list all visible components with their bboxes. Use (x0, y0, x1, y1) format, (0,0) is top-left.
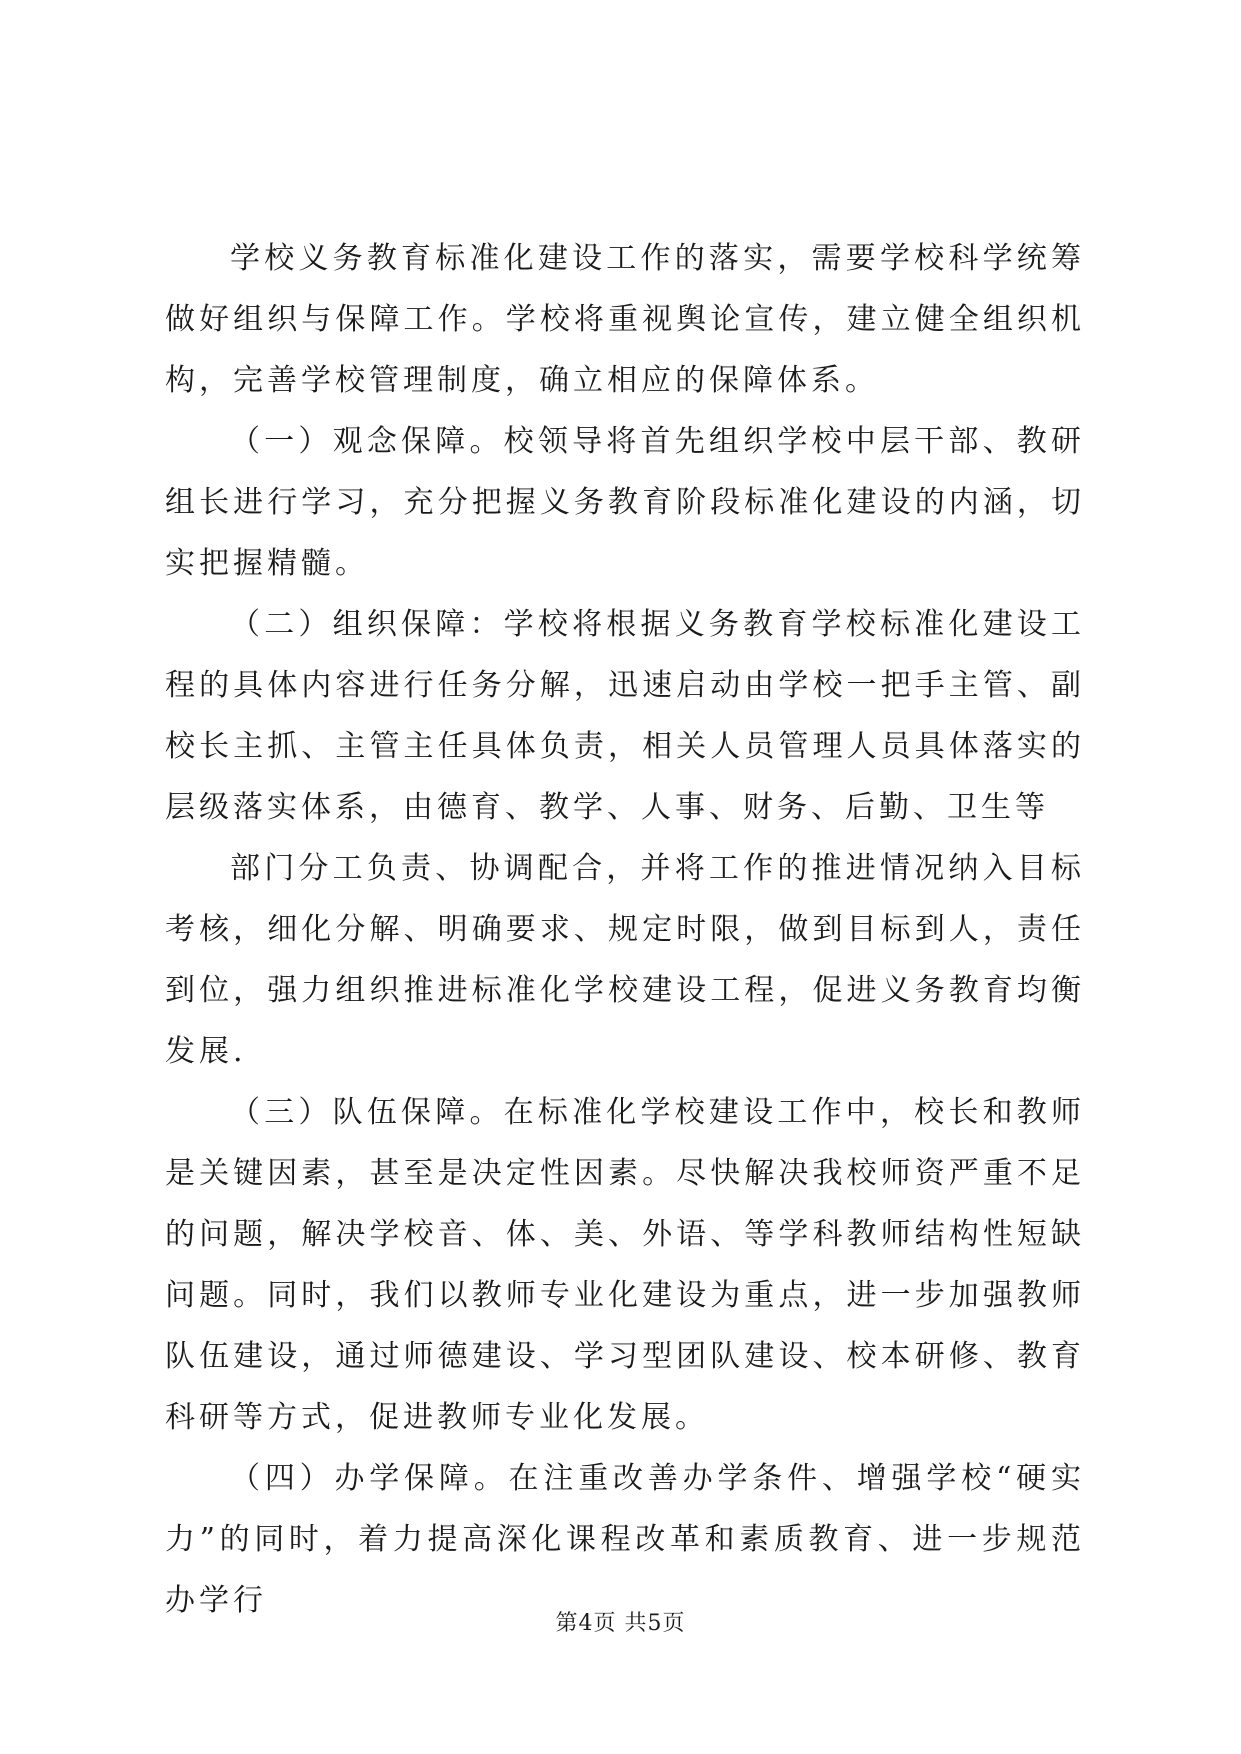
paragraph-school-running-guarantee: （四）办学保障。在注重改善办学条件、增强学校“硬实力”的同时，着力提高深化课程改革和素质教育、进一步规范办学行 (165, 1461, 1085, 1618)
document-body (165, 228, 1085, 1631)
paragraph-team-guarantee: （三）队伍保障。在标准化学校建设工作中，校长和教师是关键因素，甚至是决定性因素。尽快解决我校师资严重不足的问题，解决学校音、体、美、外语、等学科教师结构性短缺问题。同时，我们以教师专业化建设为重点，进一步加强教师队伍建设，通过师德建设、学习型团队建设、校本研修、教育科研等方式，促进教师专业化发展。 (165, 1095, 1085, 1435)
paragraph-concept-guarantee: （一）观念保障。校领导将首先组织学校中层干部、教研组长进行学习，充分把握义务教育阶段标准化建设的内涵，切实把握精髓。 (165, 424, 1085, 581)
paragraph-organization-guarantee: （二）组织保障：学校将根据义务教育学校标准化建设工程的具体内容进行任务分解，迅速启动由学校一把手主管、副校长主抓、主管主任具体负责，相关人员管理人员具体落实的层级落实体系，由德育、教学、人事、财务、后勤、卫生等 (165, 607, 1085, 825)
page-number-footer: 第4页 共5页 (555, 1611, 686, 1636)
paragraph-organization-continued: 部门分工负责、协调配合，并将工作的推进情况纳入目标考核，细化分解、明确要求、规定时限，做到目标到人，责任到位，强力组织推进标准化学校建设工程，促进义务教育均衡发展. (165, 851, 1085, 1069)
paragraph-intro: 学校义务教育标准化建设工作的落实，需要学校科学统筹做好组织与保障工作。学校将重视舆论宣传，建立健全组织机构，完善学校管理制度，确立相应的保障体系。 (165, 241, 1085, 398)
